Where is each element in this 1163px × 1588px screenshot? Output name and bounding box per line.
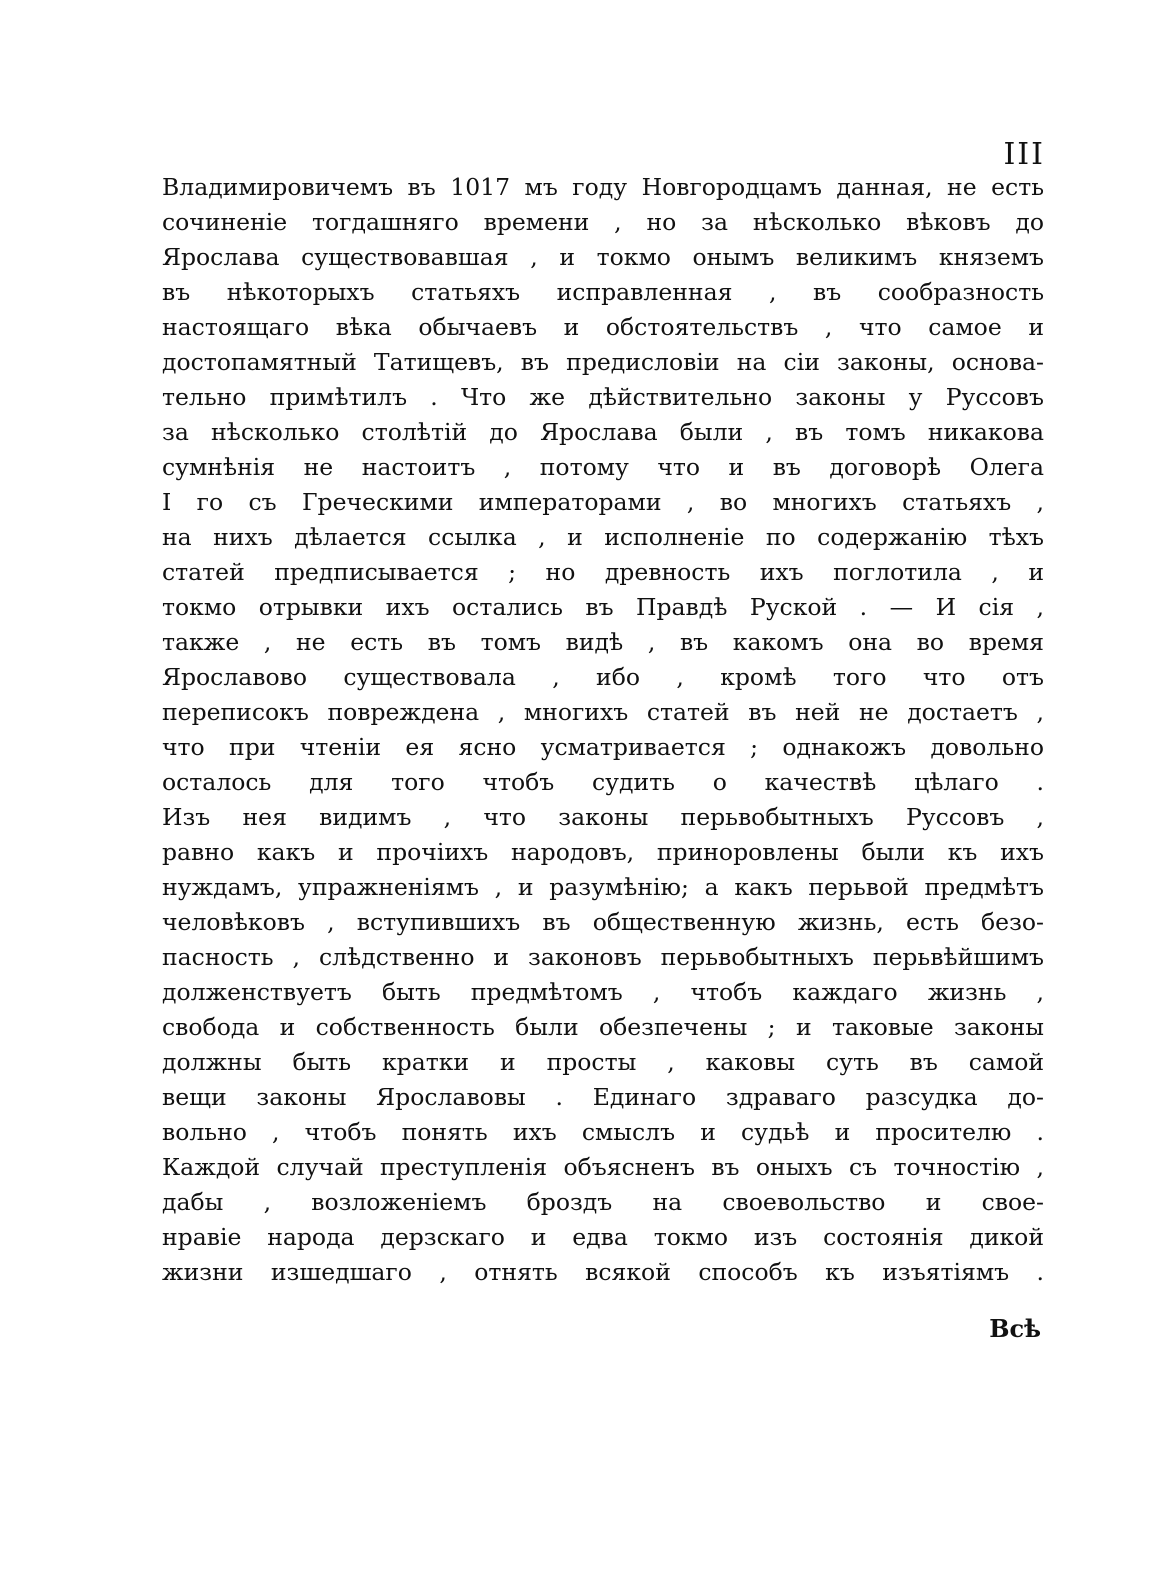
text-line: Владимировичемъ въ 1017 мъ году Новгородцамъ данная, не есть — [162, 173, 1044, 201]
text-line: пасность , слѣдственно и законовъ перьвобытныхъ перьвѣйшимъ — [162, 943, 1044, 971]
text-line: тельно примѣтилъ . Что же дѣйствительно законы у Руссовъ — [162, 383, 1044, 411]
text-line: въ нѣкоторыхъ статьяхъ исправленная , въ сообразность — [162, 278, 1044, 306]
text-line: переписокъ повреждена , многихъ статей въ ней не достаетъ , — [162, 698, 1044, 726]
text-line: I го съ Греческими императорами , во многихъ статьяхъ , — [162, 488, 1044, 516]
text-line: сочиненіе тогдашняго времени , но за нѣсколько вѣковъ до — [162, 208, 1044, 236]
text-line: статей предписывается ; но древность ихъ поглотила , и — [162, 558, 1044, 586]
text-line: вещи законы Ярославовы . Единаго здраваго разсудка до- — [162, 1083, 1044, 1111]
text-line: сумнѣнія не настоитъ , потому что и въ договорѣ Олега — [162, 453, 1044, 481]
text-line: настоящаго вѣка обычаевъ и обстоятельствъ , что самое и — [162, 313, 1044, 341]
text-line: осталось для того чтобъ судить о качествѣ цѣлаго . — [162, 768, 1044, 796]
text-line: человѣковъ , вступившихъ въ общественную жизнь, есть безо- — [162, 908, 1044, 936]
text-line: должны быть кратки и просты , каковы суть въ самой — [162, 1048, 1044, 1076]
text-line: жизни изшедшаго , отнять всякой способъ къ изъятіямъ . — [162, 1258, 1044, 1286]
text-line: Ярослава существовавшая , и токмо онымъ великимъ княземъ — [162, 243, 1044, 271]
text-line: Ярославово существовала , ибо , кромѣ того что отъ — [162, 663, 1044, 691]
text-line: вольно , чтобъ понять ихъ смыслъ и судьѣ и просителю . — [162, 1118, 1044, 1146]
text-line: достопамятный Татищевъ, въ предисловіи на сіи законы, основа- — [162, 348, 1044, 376]
text-line: Каждой случай преступленія объясненъ въ оныхъ съ точностію , — [162, 1153, 1044, 1181]
text-line: что при чтеніи ея ясно усматривается ; однакожъ довольно — [162, 733, 1044, 761]
text-line: долженствуетъ быть предмѣтомъ , чтобъ каждаго жизнь , — [162, 978, 1044, 1006]
text-line: равно какъ и прочіихъ народовъ, приноровлены были къ ихъ — [162, 838, 1044, 866]
text-line: нуждамъ, упражненіямъ , и разумѣнію; а какъ перьвой предмѣтъ — [162, 873, 1044, 901]
text-line: также , не есть въ томъ видѣ , въ какомъ она во время — [162, 628, 1044, 656]
body-text — [162, 170, 1044, 1290]
catchword: Всѣ — [989, 1314, 1041, 1343]
page-number: III — [1003, 137, 1045, 172]
text-line: Изъ нея видимъ , что законы перьвобытныхъ Руссовъ , — [162, 803, 1044, 831]
text-line: дабы , возложеніемъ броздъ на своевольство и свое- — [162, 1188, 1044, 1216]
text-line: токмо отрывки ихъ остались въ Правдѣ Руской . — И сія , — [162, 593, 1044, 621]
text-line: за нѣсколько столѣтій до Ярослава были , въ томъ никакова — [162, 418, 1044, 446]
text-line: свобода и собственность были обезпечены ; и таковые законы — [162, 1013, 1044, 1041]
text-line: нравіе народа дерзскаго и едва токмо изъ состоянія дикой — [162, 1223, 1044, 1251]
text-line: на нихъ дѣлается ссылка , и исполненіе по содержанію тѣхъ — [162, 523, 1044, 551]
